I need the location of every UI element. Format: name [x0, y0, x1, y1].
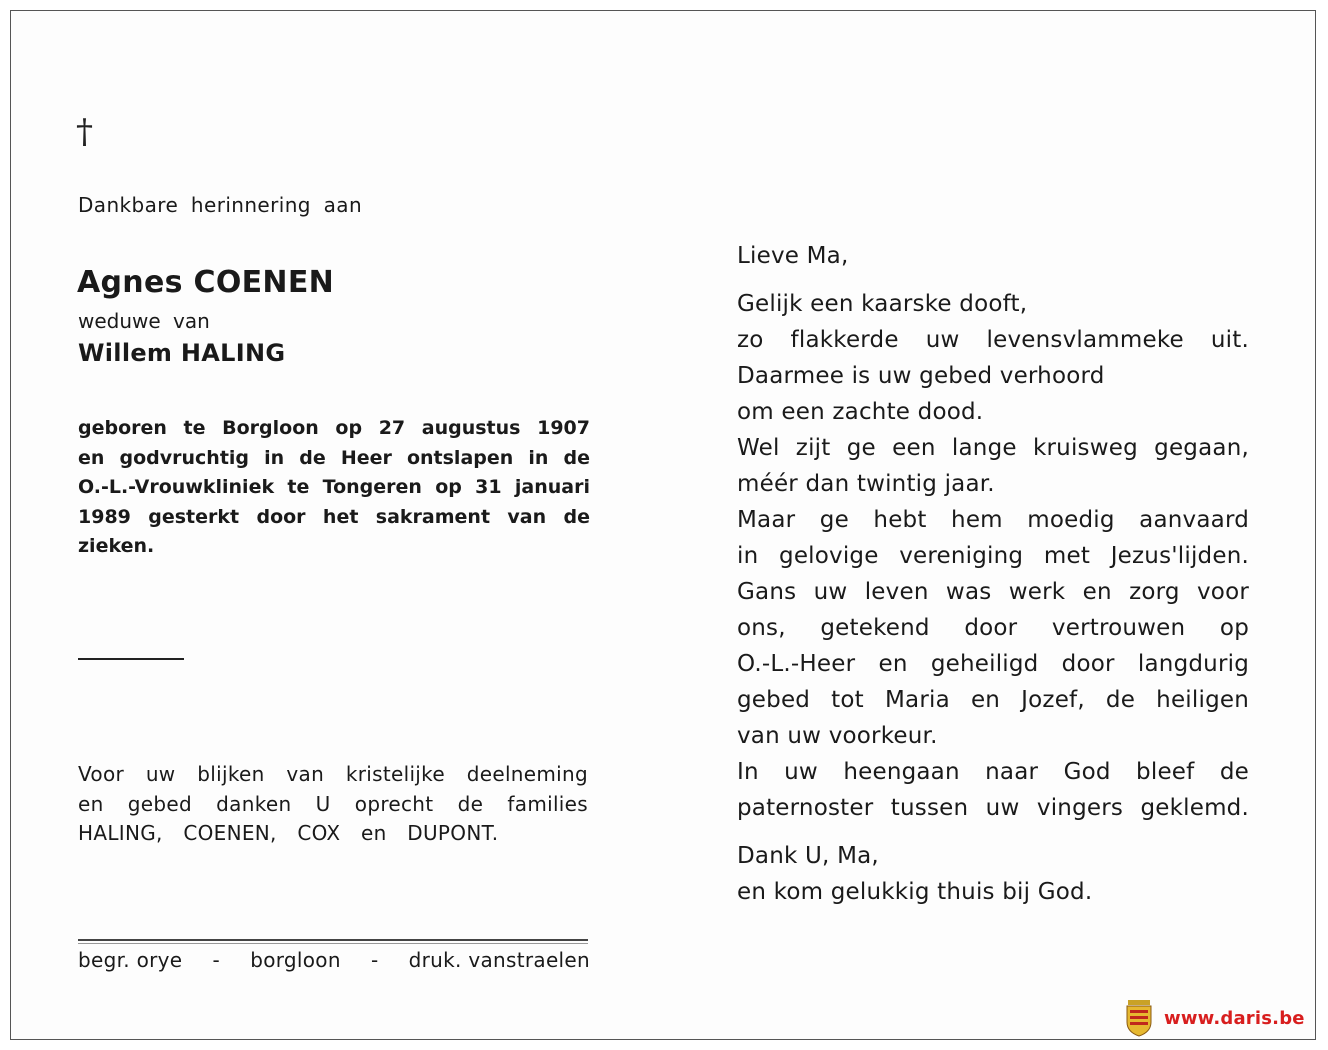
bio-line: en godvruchtig in de Heer ontslapen in de — [78, 446, 590, 469]
printer-part: borgloon — [250, 948, 341, 972]
poem-line: Daarmee is uw gebed verhoord — [737, 363, 1105, 389]
poem-line: Maar ge hebt hem moedig aanvaard — [737, 507, 1249, 533]
deceased-name: Agnes COENEN — [77, 265, 335, 300]
printer-separator: - — [370, 948, 379, 972]
watermark[interactable] — [1124, 998, 1305, 1038]
poem — [737, 238, 1249, 910]
intro-text: Dankbare herinnering aan — [78, 193, 363, 217]
bio-line: O.-L.-Vrouwkliniek te Tongeren op 31 januari — [78, 476, 590, 498]
bio-line: geboren te Borgloon op 27 augustus 1907 — [78, 417, 590, 439]
poem-closing: Dank U, Ma, — [737, 843, 879, 869]
poem-line: Gans uw leven was werk en zorg voor — [737, 579, 1249, 605]
widow-of-label: weduwe van — [78, 309, 210, 333]
biography — [78, 414, 590, 562]
thanks-line: en gebed danken U oprecht de families — [78, 791, 588, 816]
poem-line: méér dan twintig jaar. — [737, 471, 995, 497]
poem-line: gebed tot Maria en Jozef, de heiligen — [737, 687, 1249, 713]
printer-separator: - — [212, 948, 221, 972]
poem-line: paternoster tussen uw vingers geklemd. — [737, 795, 1249, 821]
crest-icon — [1124, 998, 1154, 1038]
poem-line: Gelijk een kaarske dooft, — [737, 291, 1028, 317]
spouse-name: Willem HALING — [78, 339, 286, 367]
poem-line: van uw voorkeur. — [737, 723, 938, 749]
poem-closing: en kom gelukkig thuis bij God. — [737, 879, 1093, 905]
poem-line: in gelovige vereniging met Jezus'lijden. — [737, 543, 1249, 569]
website-link[interactable]: www.daris.be — [1164, 1007, 1305, 1029]
printer-part: druk. vanstraelen — [408, 948, 590, 972]
bio-line: 1989 gesterkt door het sakrament van de — [78, 505, 590, 528]
divider — [78, 658, 184, 660]
poem-line: om een zachte dood. — [737, 399, 984, 425]
poem-line: Wel zijt ge een lange kruisweg gegaan, — [737, 435, 1249, 461]
divider — [78, 943, 588, 944]
poem-line: O.-L.-Heer en geheiligd door langdurig — [737, 651, 1249, 677]
printer-part: begr. orye — [78, 948, 183, 972]
poem-salutation: Lieve Ma, — [737, 243, 849, 269]
poem-line: zo flakkerde uw levensvlammeke uit. — [737, 327, 1249, 353]
thanks-line: HALING, COENEN, COX en DUPONT. — [78, 821, 499, 845]
cross-icon: † — [76, 112, 93, 152]
thanks-line: Voor uw blijken van kristelijke deelneming — [78, 762, 588, 786]
printer-credit — [78, 948, 590, 972]
bio-line: zieken. — [78, 535, 155, 557]
poem-line: In uw heengaan naar God bleef de — [737, 759, 1249, 785]
poem-line: ons, getekend door vertrouwen op — [737, 615, 1249, 641]
thanks-text — [78, 760, 588, 849]
divider — [78, 939, 588, 941]
